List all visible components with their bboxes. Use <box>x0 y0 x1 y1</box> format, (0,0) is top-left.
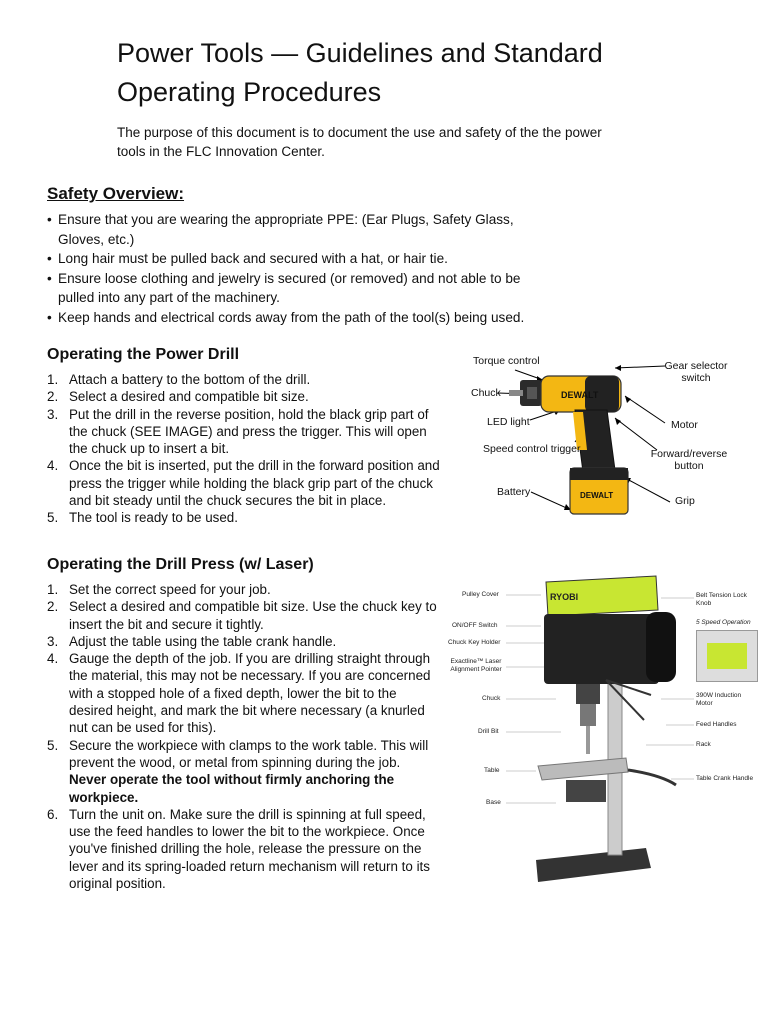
safety-heading: Safety Overview: <box>47 184 185 203</box>
list-item: • Ensure that you are wearing the appropriate PPE: (Ear Plugs, Safety Glass, Gloves, etc.) <box>47 210 537 249</box>
list-item: 1. Set the correct speed for your job. <box>47 582 271 597</box>
gear-selector-label: Gear selector switch <box>664 360 728 384</box>
chuck-key-holder-label: Chuck Key Holder <box>448 639 501 646</box>
laser-pointer-label: Exactline™ Laser Alignment Pointer <box>450 658 502 673</box>
speed-trigger-label: Speed control trigger <box>483 443 581 455</box>
drill-bit-label: Drill Bit <box>478 728 499 735</box>
chuck-label: Chuck <box>482 695 501 702</box>
svg-text:RYOBI: RYOBI <box>550 592 579 602</box>
chuck-label: Chuck <box>471 387 501 399</box>
drill-heading: Operating the Power Drill <box>47 346 240 363</box>
table-label: Table <box>484 767 500 774</box>
list-item: • Ensure loose clothing and jewelry is secured (or removed) and not able to be pulled into any part of the machinery. <box>47 269 537 308</box>
list-item: 3. Put the drill in the reverse position, hold the black grip part of the chuck (SEE IMAGE) and press the trigger. This will open the chuck up to insert a bit. <box>47 406 429 457</box>
led-light-label: LED light <box>487 416 530 428</box>
table-crank-label: Table Crank Handle <box>696 775 754 782</box>
speed-inset-image <box>696 630 758 682</box>
press-steps <box>47 581 444 892</box>
base-label: Base <box>486 799 501 806</box>
list-item: 6. Turn the unit on. Make sure the drill is spinning at full speed, use the feed handles to lower the bit to the workpiece. Once you've finished drilling the hole, release the pressure on the lever and its spring-loaded return mechanism will return to its original position. <box>47 806 430 892</box>
list-item: 1. Attach a battery to the bottom of the drill. <box>47 372 311 387</box>
safety-warning: Never operate the tool without firmly anchoring the workpiece. <box>69 772 395 805</box>
drill-press-figure <box>446 570 758 900</box>
list-item: 4. Once the bit is inserted, put the drill in the forward position and press the trigger while holding the black grip part of the chuck and bit steady until the chuck secures the bit in place. <box>47 458 440 509</box>
pulley-cover-label: Pulley Cover <box>462 591 499 598</box>
list-item: • Long hair must be pulled back and secured with a hat, or hair tie. <box>47 249 537 269</box>
list-item: 3. Adjust the table using the table crank handle. <box>47 633 337 649</box>
svg-text:DEWALT: DEWALT <box>561 390 599 400</box>
torque-control-label: Torque control <box>473 355 540 367</box>
motor-label: 390W Induction Motor <box>696 692 742 707</box>
battery-label: Battery <box>497 486 531 498</box>
motor-label: Motor <box>671 419 698 431</box>
feed-handles-label: Feed Handles <box>696 721 737 728</box>
list-item: 5. Secure the workpiece with clamps to the work table. This will prevent the wood, or metal from spinning during the job. Never operate the tool without firmly anchoring the workpiece. <box>47 737 444 806</box>
forward-reverse-label: Forward/reverse button <box>650 448 728 472</box>
press-heading: Operating the Drill Press (w/ Laser) <box>47 556 314 573</box>
speed-operation-label: 5 Speed Operation <box>696 619 751 626</box>
intro-paragraph: The purpose of this document is to document the use and safety of the the power tools in the FLC Innovation Center. <box>117 125 602 159</box>
onoff-switch-label: ON/OFF Switch <box>452 622 498 629</box>
power-drill-figure <box>465 350 745 530</box>
list-item: 2. Select a desired and compatible bit size. Use the chuck key to insert the bit and secure it tightly. <box>47 599 437 632</box>
safety-list <box>47 210 537 327</box>
grip-label: Grip <box>675 495 695 507</box>
list-item: • Keep hands and electrical cords away from the path of the tool(s) being used. <box>47 308 537 328</box>
belt-tension-label: Belt Tension Lock Knob <box>696 592 747 607</box>
list-item: 5. The tool is ready to be used. <box>47 510 238 526</box>
svg-text:DEWALT: DEWALT <box>580 491 614 500</box>
drill-steps <box>47 371 442 527</box>
rack-label: Rack <box>696 741 711 748</box>
page-title: Power Tools — Guidelines and Standard Operating Procedures <box>117 38 603 107</box>
list-item: 2. Select a desired and compatible bit size. <box>47 389 309 405</box>
list-item: 4. Gauge the depth of the job. If you are drilling straight through the material, this may not be necessary. If you are concerned with a stopped hole of a fixed depth, lower the bit to the desired height, and mark the bit where necessary (a knurled nut can be used for this). <box>47 651 431 736</box>
